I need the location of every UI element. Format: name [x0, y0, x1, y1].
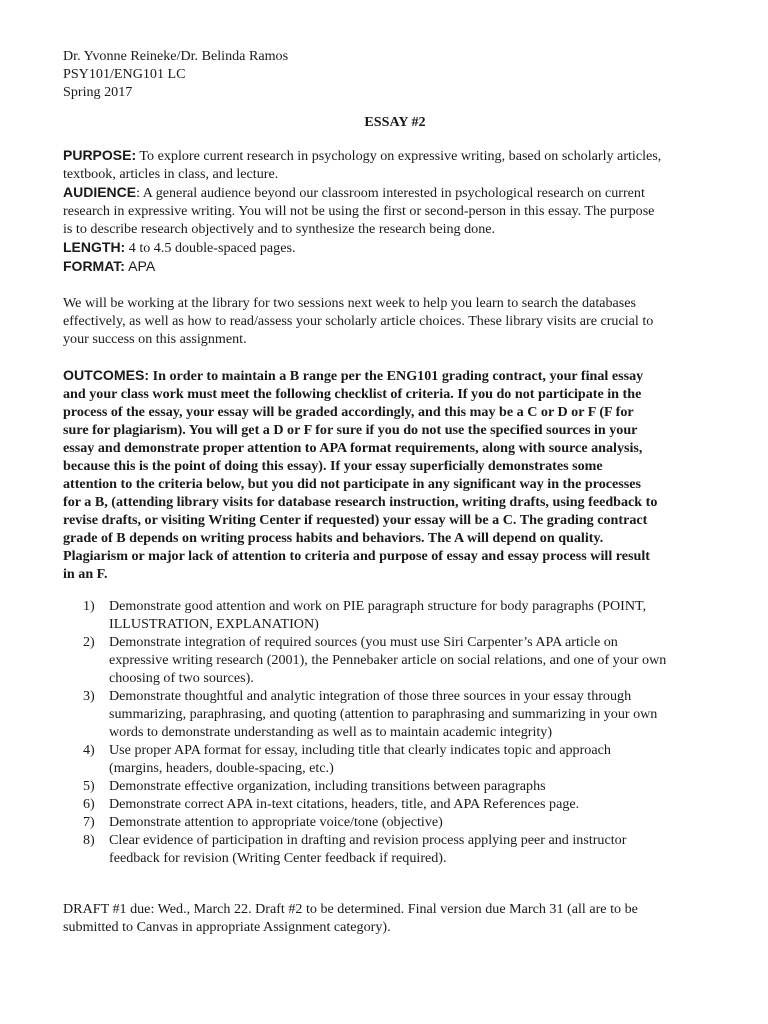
audience-text-2: research in expressive writing. You will not be using the first or second-person in this essay. The purpose — [63, 203, 655, 219]
criteria-number: 7) — [83, 814, 95, 830]
outcomes-line: Plagiarism or major lack of attention to criteria and purpose of essay and essay process will result — [63, 548, 650, 564]
outcomes-line: sure for plagiarism). You will get a D or F for sure if you do not use the specified sources in your — [63, 422, 638, 438]
outcomes-line: revise drafts, or visiting Writing Center if requested) your essay will be a C. The grading contract — [63, 512, 648, 528]
criteria-item: 6) Demonstrate correct APA in-text citations, headers, title, and APA References page. — [83, 796, 580, 812]
criteria-item: 7) Demonstrate attention to appropriate voice/tone (objective) — [83, 814, 443, 830]
document-page — [63, 47, 713, 936]
criteria-item: 1) Demonstrate good attention and work on PIE paragraph structure for body paragraphs (POINT, ILLUSTRATION, EXPLANATION) — [83, 598, 647, 632]
outcomes-line: in an F. — [63, 566, 108, 582]
outcomes-label: OUTCOMES: — [63, 367, 150, 383]
criteria-list — [63, 597, 713, 867]
library-line: your success on this assignment. — [63, 331, 247, 347]
library-line: effectively, as well as how to read/assess your scholarly article choices. These library visits are crucial to — [63, 313, 654, 329]
audience-label: AUDIENCE — [63, 184, 137, 200]
criteria-number: 1) — [83, 598, 95, 614]
criteria-number: 5) — [83, 778, 95, 794]
due-dates — [63, 900, 713, 936]
due-line: submitted to Canvas in appropriate Assignment category). — [63, 919, 391, 935]
length-line — [63, 238, 713, 257]
library-paragraph — [63, 294, 713, 348]
outcomes-line: because this is the point of doing this essay). If your essay superficially demonstrates some — [63, 458, 603, 474]
outcomes-line: OUTCOMES: In order to maintain a B range per the ENG101 grading contract, your final essay — [63, 367, 644, 384]
due-line: DRAFT #1 due: Wed., March 22. Draft #2 to be determined. Final version due March 31 (all are to be — [63, 901, 638, 917]
purpose-text-2: textbook, articles in class, and lecture. — [63, 166, 279, 182]
format-label: FORMAT: — [63, 258, 125, 274]
format-value: APA — [124, 258, 156, 274]
criteria-number: 4) — [83, 742, 95, 758]
document-header — [63, 47, 713, 101]
outcomes-line: attention to the criteria below, but you did not participate in any significant way in the processes — [63, 476, 641, 492]
audience-line-1 — [63, 183, 713, 202]
course-line: PSY101/ENG101 LC — [63, 66, 186, 82]
criteria-item: 3) Demonstrate thoughtful and analytic integration of those three sources in your essay through summarizing, paraphrasing, and quoting (attention to paraphrasing and summarizing in your own words to demonstrate understanding as well as to maintain academic integrity) — [83, 688, 658, 740]
outcomes-line: essay and demonstrate proper attention to APA format requirements, along with source analysis, — [63, 440, 643, 456]
length-value: 4 to 4.5 double-spaced pages. — [125, 240, 296, 256]
criteria-number: 3) — [83, 688, 95, 704]
length-label: LENGTH: — [63, 239, 126, 255]
criteria-item: 4) Use proper APA format for essay, including title that clearly indicates topic and approach (margins, headers, double-spacing, etc.) — [83, 742, 611, 776]
criteria-item: 8) Clear evidence of participation in drafting and revision process applying peer and instructor feedback for revision (Writing Center feedback if required). — [83, 832, 627, 866]
criteria-item: 2) Demonstrate integration of required sources (you must use Siri Carpenter’s APA article on expressive writing research (2001), the Pennebaker article on social relations, and one of your own choosing of two sources). — [83, 634, 667, 686]
library-line: We will be working at the library for two sessions next week to help you learn to search the databases — [63, 295, 637, 311]
term-line: Spring 2017 — [63, 84, 133, 100]
purpose-text-1: To explore current research in psychology on expressive writing, based on scholarly articles, — [136, 148, 662, 164]
outcomes-line: for a B, (attending library visits for database research instruction, writing drafts, using feedback to — [63, 494, 658, 510]
instructors-line: Dr. Yvonne Reineke/Dr. Belinda Ramos — [63, 48, 289, 64]
outcomes-line: and your class work must meet the following checklist of criteria. If you do not participate in the — [63, 386, 642, 402]
assignment-specs — [63, 146, 713, 276]
criteria-number: 8) — [83, 832, 95, 848]
outcomes-line: process of the essay, your essay will be graded accordingly, and this may be a C or D or F (F for — [63, 404, 634, 420]
audience-text-1: : A general audience beyond our classroom interested in psychological research on current — [136, 185, 645, 201]
format-line — [63, 257, 713, 276]
purpose-label: PURPOSE: — [63, 147, 137, 163]
document-title: ESSAY #2 — [364, 114, 426, 130]
audience-text-3: is to describe research objectively and to synthesize the research being done. — [63, 221, 496, 237]
criteria-number: 6) — [83, 796, 95, 812]
criteria-item: 5) Demonstrate effective organization, including transitions between paragraphs — [83, 778, 546, 794]
purpose-line-1 — [63, 146, 713, 165]
criteria-number: 2) — [83, 634, 95, 650]
outcomes-line: grade of B depends on writing process habits and behaviors. The A will depend on quality. — [63, 530, 604, 546]
outcomes-paragraph — [63, 366, 713, 583]
